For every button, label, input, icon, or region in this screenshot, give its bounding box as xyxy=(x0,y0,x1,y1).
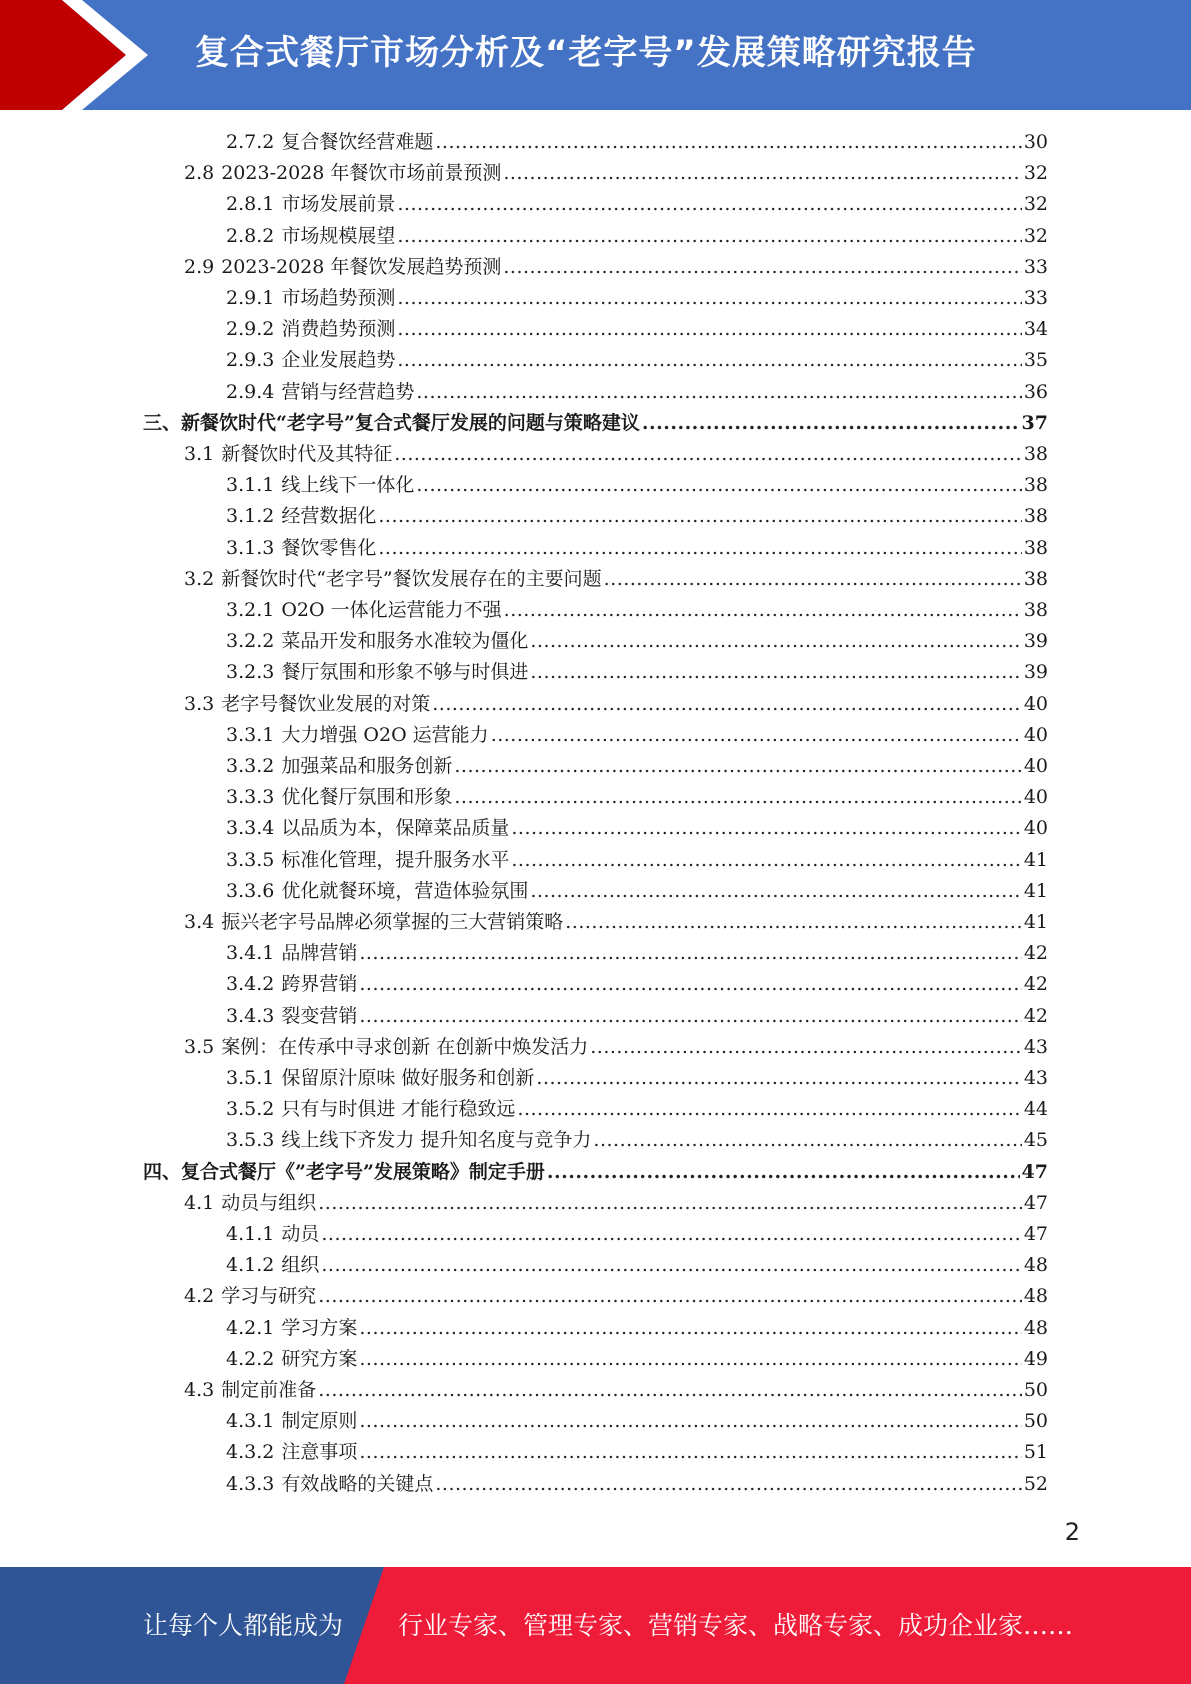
toc-entry[interactable] xyxy=(226,626,1048,657)
toc-entry[interactable] xyxy=(184,158,1048,189)
toc-entry[interactable] xyxy=(226,1437,1048,1468)
toc-entry-page: 40 xyxy=(1023,692,1048,715)
toc-entry-page: 32 xyxy=(1023,193,1048,216)
toc-entry-title: 以品质为本，保障菜品质量 xyxy=(281,817,510,840)
toc-entry-page: 39 xyxy=(1023,630,1048,653)
toc-entry[interactable] xyxy=(184,1281,1048,1312)
toc-entry-page: 42 xyxy=(1023,1004,1048,1027)
toc-entry-page: 45 xyxy=(1023,1129,1048,1152)
toc-entry-page: 44 xyxy=(1023,1098,1048,1121)
toc-dot-leader xyxy=(318,1375,1022,1406)
toc-dot-leader xyxy=(604,564,1022,595)
toc-entry-number: 3.5 xyxy=(184,1035,215,1058)
header-banner xyxy=(0,0,1191,110)
toc-entry-title: 研究方案 xyxy=(281,1347,358,1370)
toc-entry-page: 41 xyxy=(1023,911,1048,933)
toc-entry-page: 42 xyxy=(1023,942,1048,965)
toc-entry[interactable] xyxy=(226,938,1048,969)
toc-entry-number: 四、 xyxy=(143,1160,182,1183)
toc-entry[interactable] xyxy=(226,720,1048,751)
toc-entry-title: 加强菜品和服务创新 xyxy=(281,755,453,777)
toc-entry-title: 品牌营销 xyxy=(281,942,358,965)
toc-entry-number: 3.1.1 xyxy=(226,474,275,497)
toc-entry-page: 50 xyxy=(1023,1410,1048,1433)
toc-entry-title: 市场趋势预测 xyxy=(281,287,396,309)
toc-entry-page: 43 xyxy=(1023,1067,1048,1089)
toc-dot-leader xyxy=(318,1188,1022,1219)
toc-dot-leader xyxy=(359,1001,1021,1032)
toc-entry-number: 三、 xyxy=(143,411,182,434)
toc-entry[interactable] xyxy=(226,533,1048,564)
toc-entry-page: 30 xyxy=(1023,131,1048,153)
toc-entry-number: 3.5.2 xyxy=(226,1098,275,1121)
toc-entry-title: 线上线下一体化 xyxy=(281,474,415,497)
toc-entry-page: 42 xyxy=(1023,973,1048,996)
toc-entry-page: 38 xyxy=(1023,567,1048,590)
toc-entry-title: 制定前准备 xyxy=(221,1379,317,1401)
toc-dot-leader xyxy=(359,1437,1021,1468)
toc-entry-number: 4.2.1 xyxy=(226,1316,275,1339)
toc-entry[interactable] xyxy=(226,127,1048,158)
toc-entry[interactable] xyxy=(226,813,1048,844)
toc-entry-number: 3.2.2 xyxy=(226,630,275,653)
toc-entry-page: 48 xyxy=(1023,1254,1048,1277)
toc-dot-leader xyxy=(511,813,1021,844)
toc-entry-title: 大力增强 O2O 运营能力 xyxy=(281,723,489,746)
toc-dot-leader xyxy=(530,626,1021,657)
toc-entry-page: 51 xyxy=(1023,1441,1048,1464)
toc-entry-page: 48 xyxy=(1023,1285,1048,1308)
toc-entry-title: 2023-2028 年餐饮发展趋势预测 xyxy=(221,255,502,278)
toc-entry-title: 营销与经营趋势 xyxy=(281,380,415,403)
toc-entry-page: 47 xyxy=(1021,1160,1048,1183)
toc-entry-title: 优化餐厅氛围和形象 xyxy=(281,786,453,809)
toc-dot-leader xyxy=(530,657,1021,688)
footer-slogan-right: 行业专家、管理专家、营销专家、战略专家、成功企业家…… xyxy=(398,1611,1074,1640)
toc-entry-number: 4.3.3 xyxy=(226,1472,275,1495)
toc-entry-number: 3.3.3 xyxy=(226,786,275,809)
toc-entry-number: 4.3.1 xyxy=(226,1410,275,1433)
toc-entry-number: 3.3.2 xyxy=(226,755,275,777)
toc-entry-title: 标准化管理，提升服务水平 xyxy=(281,848,510,871)
toc-entry-title: 制定原则 xyxy=(281,1410,358,1433)
toc-entry-number: 3.4.3 xyxy=(226,1004,275,1027)
header-arrow-decoration xyxy=(0,0,160,110)
toc-entry-page: 36 xyxy=(1023,380,1048,403)
toc-entry-number: 4.2.2 xyxy=(226,1347,275,1370)
toc-entry[interactable] xyxy=(226,595,1048,626)
toc-entry-title: 复合式餐厅《”老字号”发展策略》制定手册 xyxy=(181,1160,545,1183)
toc-entry-title: 新餐饮时代“老字号”餐饮发展存在的主要问题 xyxy=(221,567,602,590)
toc-entry-title: 2023-2028 年餐饮市场前景预测 xyxy=(221,162,502,185)
toc-entry[interactable] xyxy=(184,907,1048,938)
toc-entry[interactable] xyxy=(143,1157,1048,1188)
toc-dot-leader xyxy=(318,1281,1022,1312)
toc-entry[interactable] xyxy=(226,1313,1048,1344)
toc-entry-number: 3.3 xyxy=(184,692,215,715)
toc-entry-page: 38 xyxy=(1023,536,1048,559)
toc-dot-leader xyxy=(511,845,1021,876)
toc-dot-leader xyxy=(397,189,1021,220)
toc-entry-number: 3.1.3 xyxy=(226,536,275,559)
toc-entry[interactable] xyxy=(226,969,1048,1000)
toc-entry[interactable] xyxy=(226,1063,1048,1094)
toc-entry-title: 保留原汁原味 做好服务和创新 xyxy=(281,1067,535,1089)
toc-entry-number: 2.8 xyxy=(184,162,215,185)
toc-entry-number: 4.3 xyxy=(184,1379,215,1401)
toc-entry-number: 2.9.3 xyxy=(226,349,275,372)
toc-entry-page: 50 xyxy=(1023,1379,1048,1401)
toc-entry[interactable] xyxy=(226,345,1048,376)
toc-entry-number: 3.4.1 xyxy=(226,942,275,965)
toc-dot-leader xyxy=(416,470,1021,501)
toc-entry-title: 优化就餐环境，营造体验氛围 xyxy=(281,879,529,902)
toc-entry-page: 34 xyxy=(1023,318,1048,341)
toc-dot-leader xyxy=(435,127,1021,158)
toc-entry-number: 4.3.2 xyxy=(226,1441,275,1464)
toc-entry[interactable] xyxy=(226,1125,1048,1156)
toc-dot-leader xyxy=(432,689,1022,720)
toc-entry[interactable] xyxy=(226,189,1048,220)
toc-entry-number: 4.2 xyxy=(184,1285,215,1308)
toc-entry[interactable] xyxy=(226,876,1048,907)
toc-entry-page: 52 xyxy=(1023,1472,1048,1495)
toc-entry[interactable] xyxy=(226,283,1048,314)
toc-entry-number: 3.5.1 xyxy=(226,1067,275,1089)
toc-dot-leader xyxy=(454,782,1021,813)
toc-dot-leader xyxy=(454,751,1021,782)
toc-entry-title: 组织 xyxy=(281,1254,320,1277)
toc-entry-page: 33 xyxy=(1023,287,1048,309)
toc-entry[interactable] xyxy=(184,439,1048,470)
toc-entry-title: 市场发展前景 xyxy=(281,193,396,216)
toc-entry-page: 40 xyxy=(1023,817,1048,840)
toc-dot-leader xyxy=(359,1313,1021,1344)
toc-entry-title: 新餐饮时代“老字号”复合式餐厅发展的问题与策略建议 xyxy=(181,411,640,434)
toc-entry-title: 裂变营销 xyxy=(281,1004,358,1027)
toc-entry-title: 菜品开发和服务水准较为僵化 xyxy=(281,630,529,653)
toc-entry-page: 48 xyxy=(1023,1316,1048,1339)
toc-entry[interactable] xyxy=(184,564,1048,595)
toc-entry-number: 3.2.1 xyxy=(226,599,275,621)
toc-entry-page: 40 xyxy=(1023,755,1048,777)
toc-dot-leader xyxy=(642,408,1020,439)
toc-entry-number: 2.8.1 xyxy=(226,193,275,216)
toc-entry-title: 振兴老字号品牌必须掌握的三大营销策略 xyxy=(221,911,564,933)
toc-entry-title: 只有与时俱进 才能行稳致远 xyxy=(281,1098,516,1121)
toc-entry-title: 学习与研究 xyxy=(221,1285,317,1308)
toc-entry[interactable] xyxy=(226,845,1048,876)
toc-dot-leader xyxy=(359,969,1021,1000)
toc-entry-page: 38 xyxy=(1023,505,1048,528)
toc-entry-number: 2.9.4 xyxy=(226,380,275,403)
toc-dot-leader xyxy=(565,907,1022,938)
toc-entry-page: 49 xyxy=(1023,1347,1048,1370)
toc-entry-number: 3.3.6 xyxy=(226,879,275,902)
toc-dot-leader xyxy=(503,158,1021,189)
footer-banner xyxy=(0,1567,1191,1684)
toc-entry-page: 32 xyxy=(1023,224,1048,247)
toc-entry[interactable] xyxy=(226,1406,1048,1437)
toc-entry-number: 4.1 xyxy=(184,1191,215,1214)
toc-entry-number: 3.2.3 xyxy=(226,661,275,684)
toc-entry-title: O2O 一体化运营能力不强 xyxy=(281,599,502,621)
toc-dot-leader xyxy=(397,345,1021,376)
toc-entry[interactable] xyxy=(226,1094,1048,1125)
toc-entry-number: 3.3.1 xyxy=(226,723,275,746)
toc-entry[interactable] xyxy=(184,1375,1048,1406)
toc-entry-number: 3.4.2 xyxy=(226,973,275,996)
toc-entry-page: 38 xyxy=(1023,474,1048,497)
toc-entry-title: 餐厅氛围和形象不够与时俱进 xyxy=(281,661,529,684)
toc-entry[interactable] xyxy=(226,657,1048,688)
toc-entry-title: 注意事项 xyxy=(281,1441,358,1464)
toc-dot-leader xyxy=(359,1344,1021,1375)
toc-dot-leader xyxy=(397,283,1021,314)
toc-entry-page: 41 xyxy=(1023,848,1048,871)
toc-entry-number: 3.5.3 xyxy=(226,1129,275,1152)
toc-dot-leader xyxy=(359,1406,1021,1437)
toc-dot-leader xyxy=(321,1219,1021,1250)
toc-dot-leader xyxy=(397,314,1021,345)
toc-entry[interactable] xyxy=(226,377,1048,408)
toc-dot-leader xyxy=(435,1469,1021,1500)
toc-entry-number: 3.3.5 xyxy=(226,848,275,871)
toc-dot-leader xyxy=(536,1063,1021,1094)
toc-entry-page: 37 xyxy=(1021,411,1048,434)
toc-dot-leader xyxy=(517,1094,1021,1125)
toc-entry[interactable] xyxy=(226,314,1048,345)
toc-entry-number: 3.4 xyxy=(184,911,215,933)
toc-entry[interactable] xyxy=(184,1188,1048,1219)
toc-entry[interactable] xyxy=(226,1001,1048,1032)
toc-entry-title: 老字号餐饮业发展的对策 xyxy=(221,692,431,715)
toc-dot-leader xyxy=(359,938,1021,969)
toc-entry[interactable] xyxy=(226,1469,1048,1500)
footer-slogan-left: 让每个人都能成为 xyxy=(143,1611,344,1640)
toc-entry-title: 餐饮零售化 xyxy=(281,536,377,559)
toc-dot-leader xyxy=(378,533,1021,564)
toc-entry-page: 32 xyxy=(1023,162,1048,185)
toc-dot-leader xyxy=(547,1157,1020,1188)
toc-entry[interactable] xyxy=(226,501,1048,532)
toc-dot-leader xyxy=(504,595,1022,626)
toc-entry[interactable] xyxy=(184,1032,1048,1063)
toc-dot-leader xyxy=(593,1125,1021,1156)
toc-entry[interactable] xyxy=(184,252,1048,283)
toc-entry[interactable] xyxy=(226,470,1048,501)
toc-entry-page: 40 xyxy=(1023,786,1048,809)
toc-entry-title: 经营数据化 xyxy=(281,505,377,528)
toc-entry-number: 2.8.2 xyxy=(226,224,275,247)
toc-dot-leader xyxy=(491,720,1022,751)
toc-entry[interactable] xyxy=(226,1250,1048,1281)
page-number: 2 xyxy=(1064,1518,1080,1546)
toc-entry-page: 35 xyxy=(1023,349,1048,372)
toc-entry-title: 市场规模展望 xyxy=(281,224,396,247)
toc-entry-page: 38 xyxy=(1023,443,1048,465)
toc-entry-number: 3.1.2 xyxy=(226,505,275,528)
toc-entry-page: 41 xyxy=(1023,879,1048,902)
toc-entry-number: 2.9 xyxy=(184,255,215,278)
toc-entry-title: 线上线下齐发力 提升知名度与竞争力 xyxy=(281,1129,592,1152)
toc-dot-leader xyxy=(590,1032,1022,1063)
report-title: 复合式餐厅市场分析及“老字号”发展策略研究报告 xyxy=(195,33,977,73)
toc-entry[interactable] xyxy=(226,221,1048,252)
toc-dot-leader xyxy=(321,1250,1021,1281)
toc-entry-title: 复合餐饮经营难题 xyxy=(281,131,434,153)
toc-entry-title: 案例：在传承中寻求创新 在创新中焕发活力 xyxy=(221,1035,589,1058)
toc-entry[interactable] xyxy=(226,782,1048,813)
toc-entry-number: 4.1.2 xyxy=(226,1254,275,1277)
toc-entry[interactable] xyxy=(226,1344,1048,1375)
toc-entry-number: 2.9.2 xyxy=(226,318,275,341)
toc-dot-leader xyxy=(394,439,1022,470)
toc-entry-page: 39 xyxy=(1023,661,1048,684)
toc-entry[interactable] xyxy=(184,689,1048,720)
toc-dot-leader xyxy=(530,876,1021,907)
toc-entry-title: 跨界营销 xyxy=(281,973,358,996)
toc-entry-number: 2.7.2 xyxy=(226,131,275,153)
toc-entry-number: 2.9.1 xyxy=(226,287,275,309)
toc-entry-page: 38 xyxy=(1023,599,1048,621)
toc-entry-page: 47 xyxy=(1023,1191,1048,1214)
toc-dot-leader xyxy=(416,377,1021,408)
toc-entry-number: 4.1.1 xyxy=(226,1223,275,1245)
toc-entry-title: 学习方案 xyxy=(281,1316,358,1339)
toc-dot-leader xyxy=(397,221,1021,252)
toc-entry-page: 33 xyxy=(1023,255,1048,278)
toc-entry[interactable] xyxy=(226,1219,1048,1250)
toc-entry-title: 有效战略的关键点 xyxy=(281,1472,434,1495)
toc-entry-number: 3.1 xyxy=(184,443,215,465)
toc-dot-leader xyxy=(503,252,1021,283)
toc-entry-number: 3.2 xyxy=(184,567,215,590)
toc-entry-title: 企业发展趋势 xyxy=(281,349,396,372)
toc-entry-page: 47 xyxy=(1023,1223,1048,1245)
toc-entry-title: 动员与组织 xyxy=(221,1191,317,1214)
toc-entry-page: 43 xyxy=(1023,1035,1048,1058)
toc-dot-leader xyxy=(378,501,1021,532)
toc-entry[interactable] xyxy=(143,408,1048,439)
toc-entry-title: 动员 xyxy=(281,1223,320,1245)
toc-entry-title: 新餐饮时代及其特征 xyxy=(221,443,393,465)
toc-entry-title: 消费趋势预测 xyxy=(281,318,396,341)
toc-entry-number: 3.3.4 xyxy=(226,817,275,840)
toc-entry[interactable] xyxy=(226,751,1048,782)
toc-entry-page: 40 xyxy=(1023,723,1048,746)
